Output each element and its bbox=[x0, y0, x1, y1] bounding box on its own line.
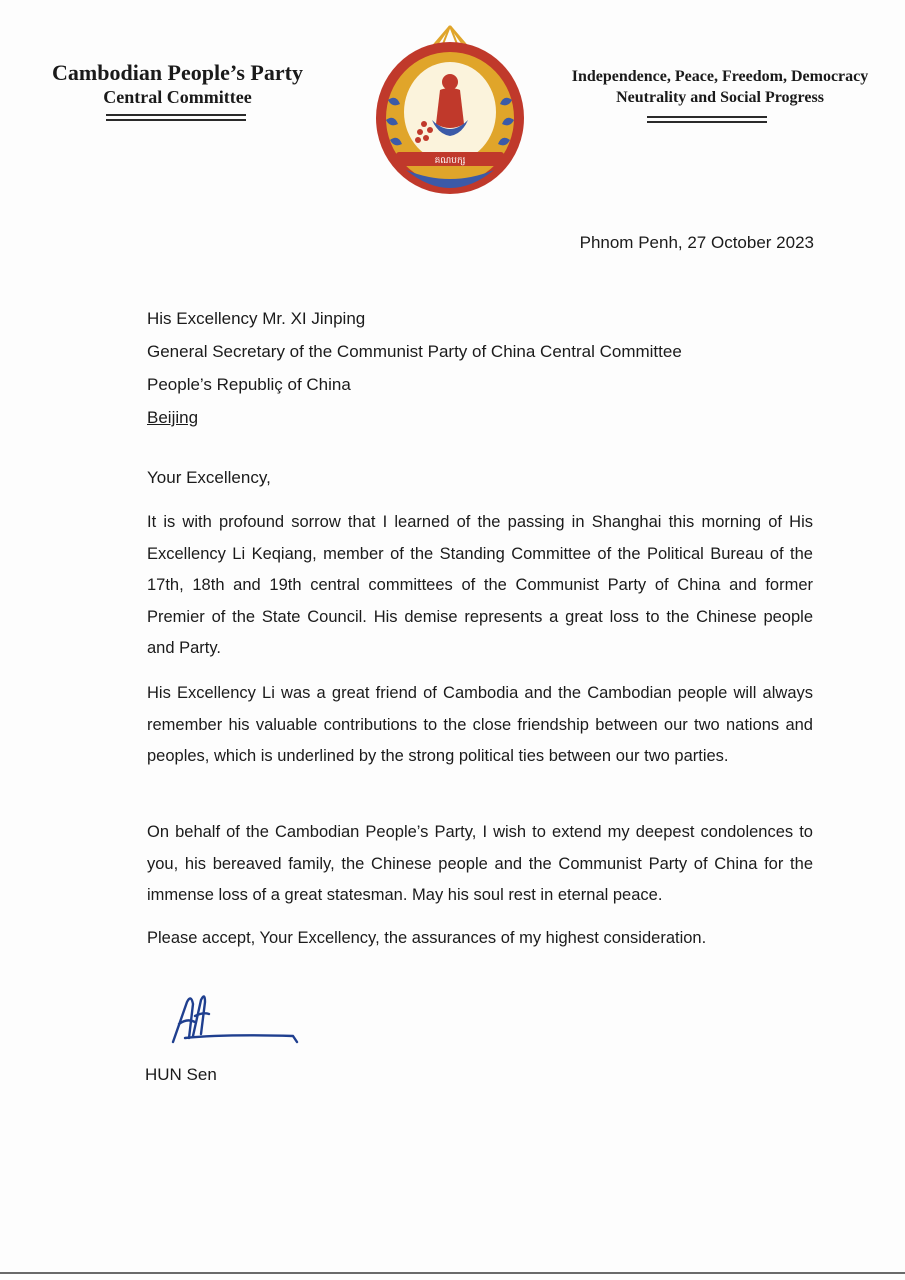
body-paragraph-3: On behalf of the Cambodian People’s Party, I wish to extend my deepest condolences to you, his bereaved family, the Chinese people and the Communist Party of China for the immense loss of a great statesman. May his soul rest in eternal peace. bbox=[147, 823, 813, 904]
committee-name: Central Committee bbox=[103, 87, 252, 107]
left-double-rule bbox=[106, 114, 246, 121]
signer-name: HUN Sen bbox=[145, 1065, 217, 1084]
cpp-emblem-icon bbox=[366, 20, 534, 200]
closing-paragraph: Please accept, Your Excellency, the assurances of my highest consideration. bbox=[147, 929, 707, 947]
recipient-country: People’s Republiç of China bbox=[147, 375, 351, 394]
right-double-rule bbox=[647, 116, 767, 123]
motto-line-1: Independence, Peace, Freedom, Democracy bbox=[571, 68, 869, 85]
recipient-address bbox=[147, 302, 787, 434]
letterhead-right bbox=[555, 66, 885, 108]
salutation: Your Excellency, bbox=[147, 468, 271, 487]
handwritten-signature-icon bbox=[165, 988, 300, 1050]
recipient-title: General Secretary of the Communist Party of China Central Committee bbox=[147, 342, 682, 361]
body-paragraph-2: His Excellency Li was a great friend of Cambodia and the Cambodian people will always remember his valuable contributions to the close friendship between our two nations and peoples, which is underlined by the strong political ties between our two parties. bbox=[147, 684, 813, 765]
letter-date: Phnom Penh, 27 October 2023 bbox=[579, 233, 814, 252]
recipient-city: Beijing bbox=[147, 408, 199, 427]
body-paragraph-1: It is with profound sorrow that I learned of the passing in Shanghai this morning of His Excellency Li Keqiang, member of the Standing Committee of the Political Bureau of the 17th, 18th and 19th central committees of the Communist Party of China and former Premier of the State Council. His demise represents a great loss to the Chinese people and Party. bbox=[147, 513, 813, 657]
party-name: Cambodian People’s Party bbox=[52, 60, 303, 85]
page-bottom-edge bbox=[0, 1272, 905, 1274]
recipient-name: His Excellency Mr. XI Jinping bbox=[147, 309, 366, 328]
letterhead-left bbox=[40, 60, 315, 108]
motto-line-2: Neutrality and Social Progress bbox=[616, 89, 824, 106]
svg-text:គណបក្ស: គណបក្ស bbox=[434, 156, 466, 166]
